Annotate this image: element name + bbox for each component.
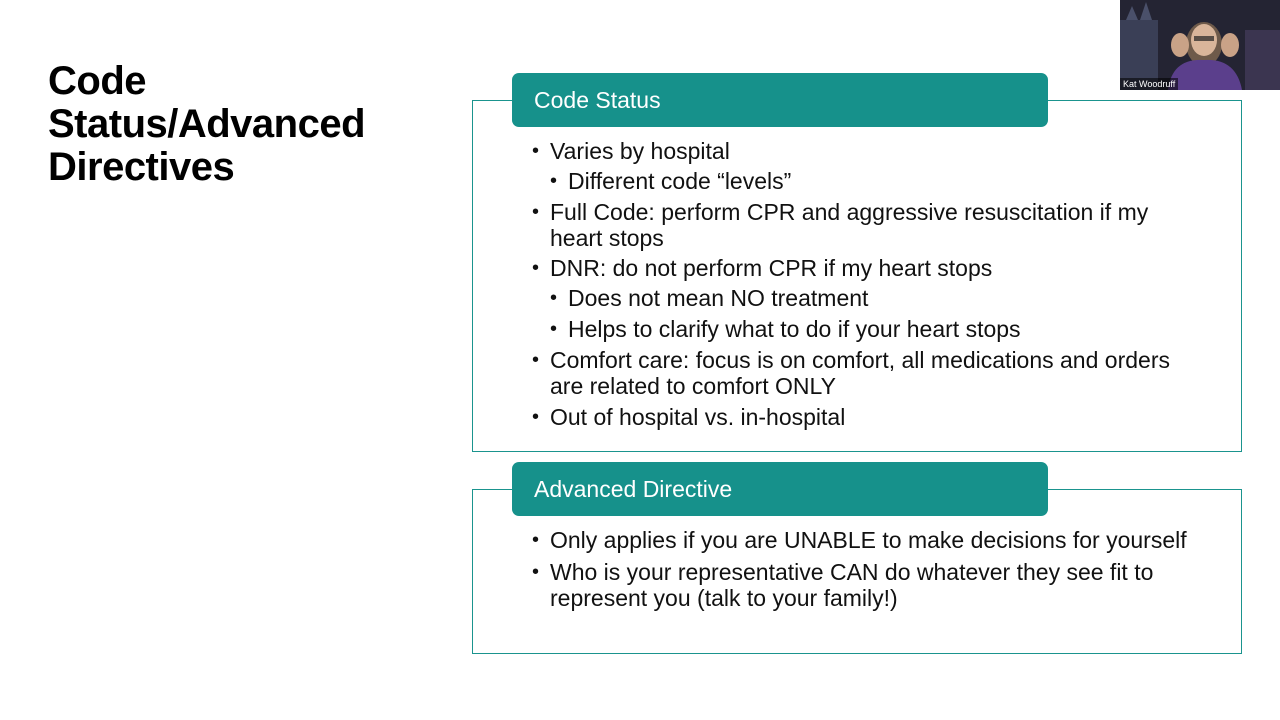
list-item: • DNR: do not perform CPR if my heart stops — [532, 255, 1172, 281]
advanced-directive-header-label: Advanced Directive — [534, 475, 733, 502]
code-status-header-label: Code Status — [534, 86, 661, 113]
code-status-header — [512, 73, 1048, 127]
advanced-directive-header — [512, 462, 1048, 516]
list-item: • Comfort care: focus is on comfort, all medications and orders are related to comfort ONLY — [532, 347, 1172, 399]
code-status-list — [532, 138, 1172, 430]
list-item: • Full Code: perform CPR and aggressive resuscitation if my heart stops — [532, 199, 1172, 251]
list-item: • Varies by hospital — [532, 138, 1172, 164]
list-item: • Only applies if you are UNABLE to make decisions for yourself — [532, 527, 1192, 553]
list-item: • Helps to clarify what to do if your heart stops — [550, 316, 1172, 342]
list-item: • Who is your representative CAN do whatever they see fit to represent you (talk to your family!) — [532, 559, 1192, 611]
webcam-image — [1120, 0, 1280, 90]
slide-title: Code Status/Advanced Directives — [48, 59, 366, 189]
advanced-directive-list — [532, 527, 1192, 611]
list-item: • Out of hospital vs. in-hospital — [532, 404, 1172, 430]
list-item: • Different code “levels” — [550, 168, 1172, 194]
list-item: • Does not mean NO treatment — [550, 285, 1172, 311]
participant-video-tile[interactable] — [1120, 0, 1280, 90]
participant-name: Kat Woodruff — [1120, 78, 1178, 90]
